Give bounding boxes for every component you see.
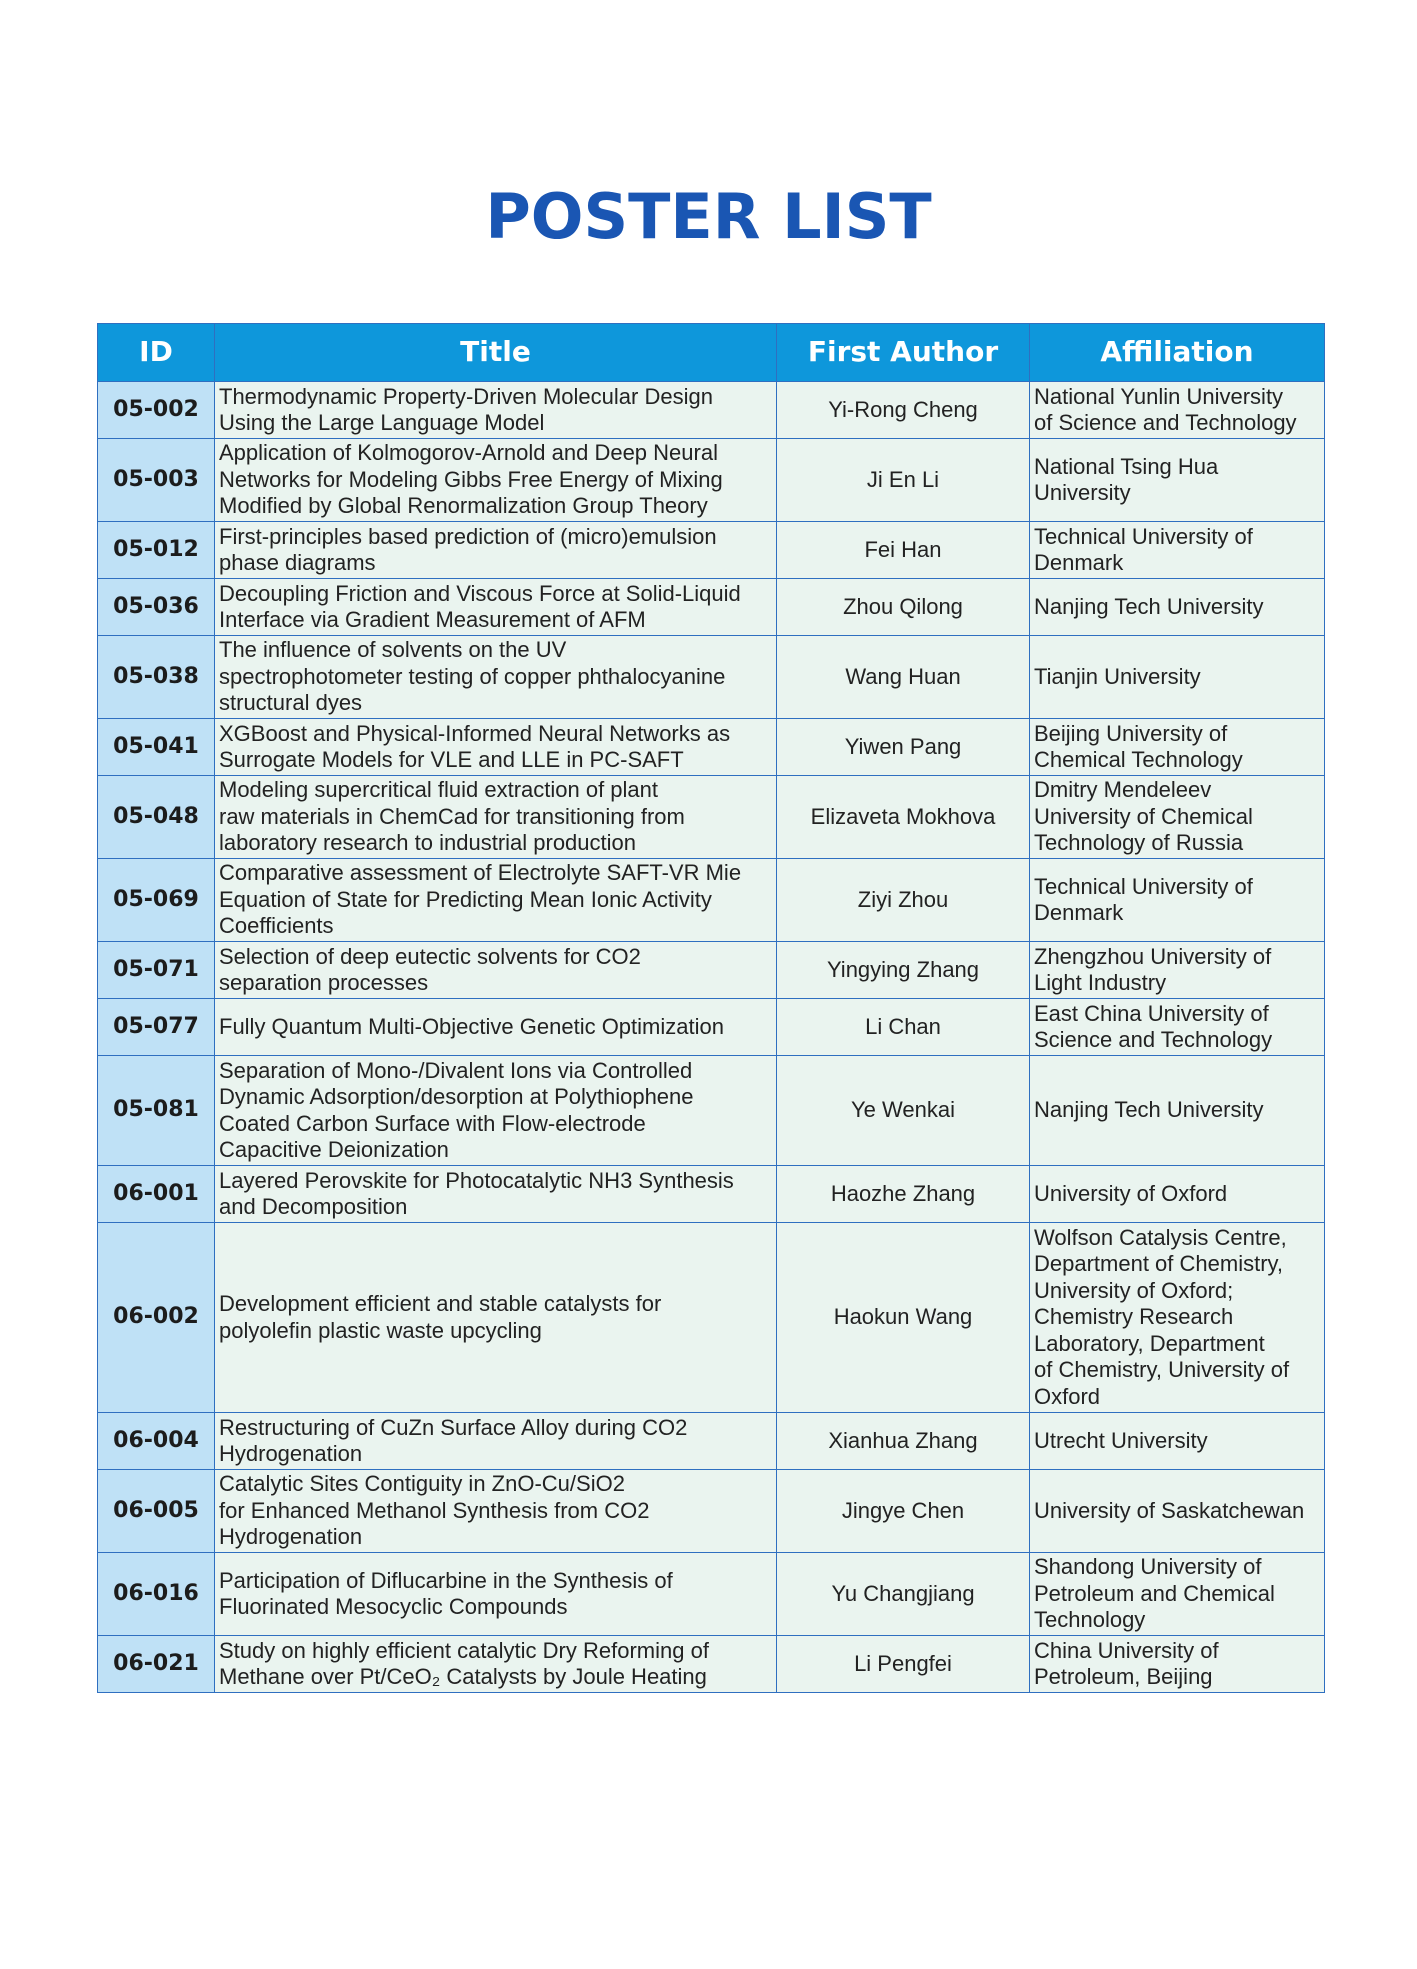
- poster-title: Selection of deep eutectic solvents for CO2 separation processes: [219, 943, 641, 995]
- poster-affiliation: Dmitry Mendeleev University of Chemical Technology of Russia: [1034, 777, 1253, 856]
- poster-first-author: Zhou Qilong: [777, 579, 1030, 636]
- poster-affiliation: Technical University of Denmark: [1034, 523, 1253, 575]
- poster-id: 06-016: [98, 1553, 215, 1636]
- table-row: [98, 439, 1325, 522]
- poster-first-author: Yi-Rong Cheng: [777, 382, 1030, 439]
- poster-id: 05-012: [98, 522, 215, 579]
- poster-affiliation: Utrecht University: [1034, 1427, 1208, 1453]
- poster-id: 06-005: [98, 1470, 215, 1553]
- table-row: [98, 1056, 1325, 1166]
- poster-affiliation: University of Oxford: [1034, 1180, 1228, 1206]
- poster-title-cell: [215, 439, 777, 522]
- poster-id: 05-002: [98, 382, 215, 439]
- poster-affiliation: National Yunlin University of Science and Technology: [1034, 383, 1297, 435]
- poster-title: Modeling supercritical fluid extraction of plant raw materials in ChemCad for transitioning from laboratory research to industrial production: [219, 777, 685, 856]
- poster-title-cell: [215, 1413, 777, 1470]
- poster-affiliation: Tianjin University: [1034, 663, 1201, 689]
- poster-affiliation-cell: [1030, 719, 1325, 776]
- poster-title-cell: [215, 719, 777, 776]
- poster-title: Fully Quantum Multi-Objective Genetic Optimization: [219, 1013, 724, 1039]
- table-row: [98, 859, 1325, 942]
- table-row: [98, 636, 1325, 719]
- poster-first-author: Yingying Zhang: [777, 942, 1030, 999]
- poster-id: 05-048: [98, 776, 215, 859]
- poster-affiliation-cell: [1030, 579, 1325, 636]
- poster-title-cell: [215, 942, 777, 999]
- poster-first-author: Fei Han: [777, 522, 1030, 579]
- poster-title-cell: [215, 522, 777, 579]
- poster-first-author: Xianhua Zhang: [777, 1413, 1030, 1470]
- poster-affiliation: China University of Petroleum, Beijing: [1034, 1637, 1219, 1689]
- poster-id: 05-071: [98, 942, 215, 999]
- poster-id: 06-021: [98, 1636, 215, 1693]
- poster-first-author: Li Pengfei: [777, 1636, 1030, 1693]
- header-title: Title: [215, 324, 777, 382]
- poster-first-author: Li Chan: [777, 999, 1030, 1056]
- poster-title: XGBoost and Physical-Informed Neural Networks as Surrogate Models for VLE and LLE in PC-SAFT: [219, 720, 731, 772]
- poster-title-cell: [215, 382, 777, 439]
- table-row: [98, 382, 1325, 439]
- poster-title: The influence of solvents on the UV spectrophotometer testing of copper phthalocyanine structural dyes: [219, 637, 726, 716]
- poster-affiliation-cell: [1030, 942, 1325, 999]
- header-id: ID: [98, 324, 215, 382]
- poster-first-author: Ye Wenkai: [777, 1056, 1030, 1166]
- poster-title-cell: [215, 1553, 777, 1636]
- poster-id: 05-003: [98, 439, 215, 522]
- table-row: [98, 1413, 1325, 1470]
- poster-affiliation-cell: [1030, 382, 1325, 439]
- table-row: [98, 942, 1325, 999]
- poster-affiliation-cell: [1030, 439, 1325, 522]
- poster-title-cell: [215, 579, 777, 636]
- poster-title-cell: [215, 1056, 777, 1166]
- poster-title-cell: [215, 636, 777, 719]
- poster-title: Participation of Diflucarbine in the Synthesis of Fluorinated Mesocyclic Compounds: [219, 1567, 673, 1619]
- poster-affiliation-cell: [1030, 1470, 1325, 1553]
- poster-title: Decoupling Friction and Viscous Force at Solid-Liquid Interface via Gradient Measurement of AFM: [219, 580, 741, 632]
- poster-id: 06-004: [98, 1413, 215, 1470]
- poster-affiliation-cell: [1030, 1413, 1325, 1470]
- poster-id: 05-081: [98, 1056, 215, 1166]
- poster-affiliation: Technical University of Denmark: [1034, 873, 1253, 925]
- poster-title-cell: [215, 1470, 777, 1553]
- poster-affiliation-cell: [1030, 1056, 1325, 1166]
- poster-title-cell: [215, 859, 777, 942]
- poster-affiliation: Shandong University of Petroleum and Chemical Technology: [1034, 1554, 1275, 1633]
- poster-title: Comparative assessment of Electrolyte SAFT-VR Mie Equation of State for Predicting Mean Ionic Activity Coefficients: [219, 860, 742, 939]
- poster-title: Layered Perovskite for Photocatalytic NH3 Synthesis and Decomposition: [219, 1167, 734, 1219]
- table-row: [98, 579, 1325, 636]
- poster-affiliation: East China University of Science and Technology: [1034, 1000, 1273, 1052]
- table-row: [98, 1636, 1325, 1693]
- poster-affiliation-cell: [1030, 1636, 1325, 1693]
- poster-affiliation: University of Saskatchewan: [1034, 1497, 1305, 1523]
- poster-title-cell: [215, 999, 777, 1056]
- poster-title: First-principles based prediction of (micro)emulsion phase diagrams: [219, 523, 717, 575]
- poster-title: Application of Kolmogorov-Arnold and Deep Neural Networks for Modeling Gibbs Free Energy of Mixing Modified by Global Renormalization Group Theory: [219, 440, 723, 519]
- poster-first-author: Elizaveta Mokhova: [777, 776, 1030, 859]
- poster-title-cell: [215, 1166, 777, 1223]
- poster-id: 06-001: [98, 1166, 215, 1223]
- poster-affiliation-cell: [1030, 636, 1325, 719]
- poster-affiliation: Zhengzhou University of Light Industry: [1034, 943, 1272, 995]
- table-row: [98, 999, 1325, 1056]
- poster-title-cell: [215, 776, 777, 859]
- poster-title: Catalytic Sites Contiguity in ZnO-Cu/SiO2 for Enhanced Methanol Synthesis from CO2 Hydrogenation: [219, 1471, 650, 1550]
- poster-table: [97, 323, 1325, 1693]
- poster-id: 05-077: [98, 999, 215, 1056]
- poster-affiliation-cell: [1030, 1166, 1325, 1223]
- poster-first-author: Wang Huan: [777, 636, 1030, 719]
- poster-title: Restructuring of CuZn Surface Alloy during CO2 Hydrogenation: [219, 1414, 688, 1466]
- table-row: [98, 776, 1325, 859]
- poster-affiliation-cell: [1030, 1553, 1325, 1636]
- poster-affiliation-cell: [1030, 522, 1325, 579]
- table-row: [98, 1223, 1325, 1413]
- poster-title-cell: [215, 1223, 777, 1413]
- poster-title: Development efficient and stable catalysts for polyolefin plastic waste upcycling: [219, 1291, 662, 1343]
- poster-affiliation-cell: [1030, 999, 1325, 1056]
- poster-affiliation-cell: [1030, 859, 1325, 942]
- poster-affiliation-cell: [1030, 776, 1325, 859]
- poster-id: 05-038: [98, 636, 215, 719]
- table-row: [98, 719, 1325, 776]
- poster-first-author: Haokun Wang: [777, 1223, 1030, 1413]
- poster-affiliation: Wolfson Catalysis Centre, Department of Chemistry, University of Oxford; Chemistry Research Laboratory, Department of Chemistry, University of Oxford: [1034, 1225, 1290, 1409]
- table-header-row: [98, 324, 1325, 382]
- poster-title: Thermodynamic Property-Driven Molecular Design Using the Large Language Model: [219, 383, 713, 435]
- poster-first-author: Yiwen Pang: [777, 719, 1030, 776]
- header-affiliation: Affiliation: [1030, 324, 1325, 382]
- poster-table-body: [98, 382, 1325, 1693]
- poster-first-author: Ji En Li: [777, 439, 1030, 522]
- poster-id: 05-069: [98, 859, 215, 942]
- table-row: [98, 522, 1325, 579]
- poster-affiliation: Beijing University of Chemical Technology: [1034, 720, 1243, 772]
- table-row: [98, 1470, 1325, 1553]
- table-row: [98, 1553, 1325, 1636]
- poster-first-author: Yu Changjiang: [777, 1553, 1030, 1636]
- page-title: POSTER LIST: [485, 180, 932, 253]
- poster-first-author: Ziyi Zhou: [777, 859, 1030, 942]
- poster-first-author: Jingye Chen: [777, 1470, 1030, 1553]
- table-row: [98, 1166, 1325, 1223]
- poster-id: 06-002: [98, 1223, 215, 1413]
- poster-id: 05-041: [98, 719, 215, 776]
- poster-title: Study on highly efficient catalytic Dry Reforming of Methane over Pt/CeO₂ Catalysts by Joule Heating: [219, 1637, 709, 1689]
- poster-affiliation: Nanjing Tech University: [1034, 1097, 1264, 1123]
- poster-affiliation: Nanjing Tech University: [1034, 593, 1264, 619]
- poster-title-cell: [215, 1636, 777, 1693]
- poster-id: 05-036: [98, 579, 215, 636]
- poster-affiliation: National Tsing Hua University: [1034, 453, 1219, 505]
- poster-first-author: Haozhe Zhang: [777, 1166, 1030, 1223]
- poster-affiliation-cell: [1030, 1223, 1325, 1413]
- header-first-author: First Author: [777, 324, 1030, 382]
- poster-title: Separation of Mono-/Divalent Ions via Controlled Dynamic Adsorption/desorption at Polythiophene Coated Carbon Surface with Flow-electrode Capacitive Deionization: [219, 1057, 694, 1162]
